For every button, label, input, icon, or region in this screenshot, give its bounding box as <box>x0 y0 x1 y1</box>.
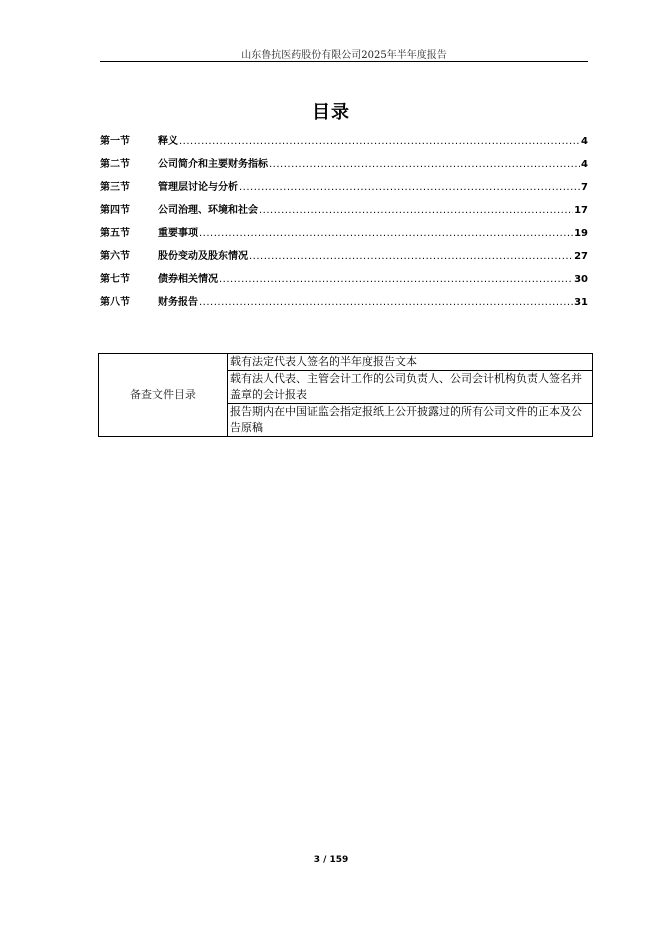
toc-page-number: 17 <box>574 205 588 216</box>
table-row <box>99 354 593 371</box>
toc-leader <box>179 136 580 147</box>
toc-section-title: 公司治理、环境和社会 <box>158 205 258 216</box>
header-divider <box>100 61 588 62</box>
page-header: 山东鲁抗医药股份有限公司2025年半年度报告 <box>241 50 447 61</box>
toc-entry-2[interactable] <box>100 155 588 178</box>
toc-section-title: 财务报告 <box>158 297 198 308</box>
toc-page-number: 30 <box>574 274 588 285</box>
toc-section-number: 第二节 <box>100 159 130 170</box>
toc-page-number: 7 <box>581 182 588 193</box>
toc-leader <box>199 297 573 308</box>
toc-entry-5[interactable] <box>100 224 588 247</box>
toc-entry-1[interactable] <box>100 132 588 155</box>
page-number: 3 / 159 <box>313 855 349 865</box>
toc-page-number: 19 <box>574 228 588 239</box>
reference-documents-label: 备查文件目录 <box>99 354 228 437</box>
toc-section-title: 释义 <box>158 136 178 147</box>
toc-section-title: 重要事项 <box>158 228 198 239</box>
toc-section-title: 管理层讨论与分析 <box>158 182 238 193</box>
reference-document-item: 载有法定代表人签名的半年度报告文本 <box>228 354 593 371</box>
toc-entry-7[interactable] <box>100 270 588 293</box>
page-title: 目录 <box>312 102 350 123</box>
toc-section-number: 第八节 <box>100 297 130 308</box>
toc-section-number: 第三节 <box>100 182 130 193</box>
toc-page-number: 27 <box>574 251 588 262</box>
toc-leader <box>249 251 573 262</box>
toc-page-number: 4 <box>581 136 588 147</box>
toc-section-number: 第五节 <box>100 228 130 239</box>
toc-page-number: 31 <box>574 297 588 308</box>
toc-page-number: 4 <box>581 159 588 170</box>
toc-section-number: 第七节 <box>100 274 130 285</box>
reference-document-item: 载有法人代表、主管会计工作的公司负责人、公司会计机构负责人签名并盖章的会计报表 <box>228 371 593 404</box>
toc-entry-6[interactable] <box>100 247 588 270</box>
toc-leader <box>199 228 573 239</box>
table-of-contents <box>100 132 588 316</box>
toc-section-number: 第一节 <box>100 136 130 147</box>
toc-entry-8[interactable] <box>100 293 588 316</box>
reference-document-item: 报告期内在中国证监会指定报纸上公开披露过的所有公司文件的正本及公告原稿 <box>228 404 593 437</box>
toc-entry-4[interactable] <box>100 201 588 224</box>
toc-section-title: 债券相关情况 <box>158 274 218 285</box>
toc-section-title: 股份变动及股东情况 <box>158 251 248 262</box>
toc-leader <box>259 205 573 216</box>
toc-leader <box>219 274 573 285</box>
toc-section-number: 第六节 <box>100 251 130 262</box>
reference-documents-table <box>98 353 593 437</box>
toc-entry-3[interactable] <box>100 178 588 201</box>
toc-leader <box>239 182 580 193</box>
toc-leader <box>269 159 580 170</box>
toc-section-number: 第四节 <box>100 205 130 216</box>
toc-section-title: 公司简介和主要财务指标 <box>158 159 268 170</box>
